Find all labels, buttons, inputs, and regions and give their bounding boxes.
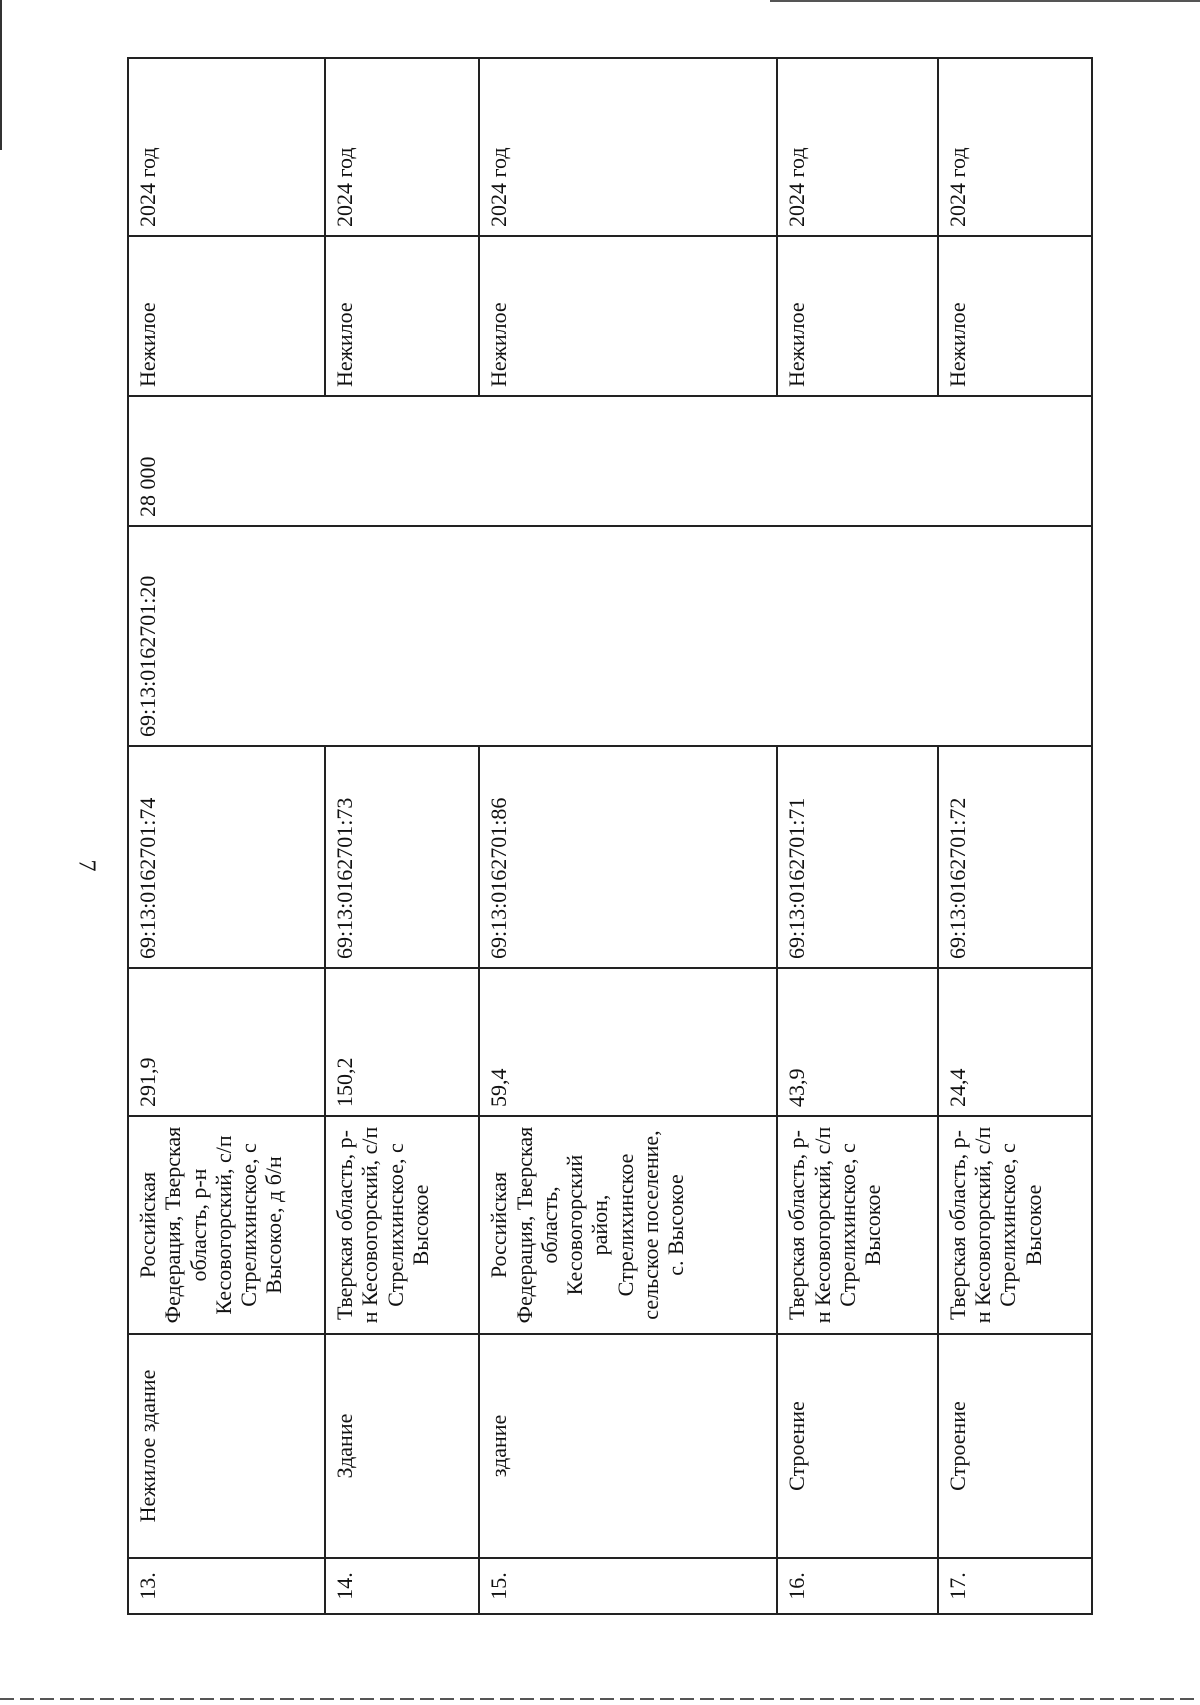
object-type: Нежилое [777,236,937,396]
object-cadastral-number: 69:13:0162701:74 [128,746,325,968]
scan-edge-bottom [0,1698,1200,1700]
object-year: 2024 год [938,58,1092,236]
row-number: 14. [325,1558,479,1614]
object-area: 291,9 [128,968,325,1116]
row-number: 15. [479,1558,777,1614]
table-row [777,58,937,1614]
object-type: Нежилое [128,236,325,396]
object-address: Российская Федерация, Тверская область, р-н Кесовогорский, с/п Стрелихинское, с Высокое, д б/н [128,1116,325,1334]
object-year: 2024 год [325,58,479,236]
object-address: Тверская область, р-н Кесовогорский, с/п Стрелихинское, с Высокое [777,1116,937,1334]
object-cadastral-number: 69:13:0162701:71 [777,746,937,968]
register-table-wrapper [127,59,1093,1615]
table-row [325,58,479,1614]
object-area: 43,9 [777,968,937,1116]
object-type: Нежилое [938,236,1092,396]
object-type: Нежилое [479,236,777,396]
object-area: 24,4 [938,968,1092,1116]
object-address: Тверская область, р-н Кесовогорский, с/п Стрелихинское, с Высокое [938,1116,1092,1334]
object-address: Тверская область, р-н Кесовогорский, с/п Стрелихинское, с Высокое [325,1116,479,1334]
scan-edge-top [770,0,1200,2]
object-name: Нежилое здание [128,1334,325,1558]
object-cadastral-number: 69:13:0162701:72 [938,746,1092,968]
object-year: 2024 год [777,58,937,236]
object-cadastral-number: 69:13:0162701:86 [479,746,777,968]
page-number: 7 [73,859,100,872]
table-row [938,58,1092,1614]
cadastral-value: 28 000 [128,396,1092,526]
object-cadastral-number: 69:13:0162701:73 [325,746,479,968]
row-number: 17. [938,1558,1092,1614]
object-area: 59,4 [479,968,777,1116]
object-address: Российская Федерация, Тверская область, Кесовогорский район, Стрелихинское сельское поселение, с. Высокое [479,1116,777,1334]
scan-edge-left [0,0,2,150]
land-cadastral-number: 69:13:0162701:20 [128,526,1092,746]
object-name: здание [479,1334,777,1558]
object-type: Нежилое [325,236,479,396]
row-number: 16. [777,1558,937,1614]
object-area: 150,2 [325,968,479,1116]
row-number: 13. [128,1558,325,1614]
object-year: 2024 год [128,58,325,236]
table-row [479,58,777,1614]
object-name: Здание [325,1334,479,1558]
object-name: Строение [777,1334,937,1558]
object-year: 2024 год [479,58,777,236]
property-register-table [127,57,1093,1615]
table-row [128,58,325,1614]
object-name: Строение [938,1334,1092,1558]
